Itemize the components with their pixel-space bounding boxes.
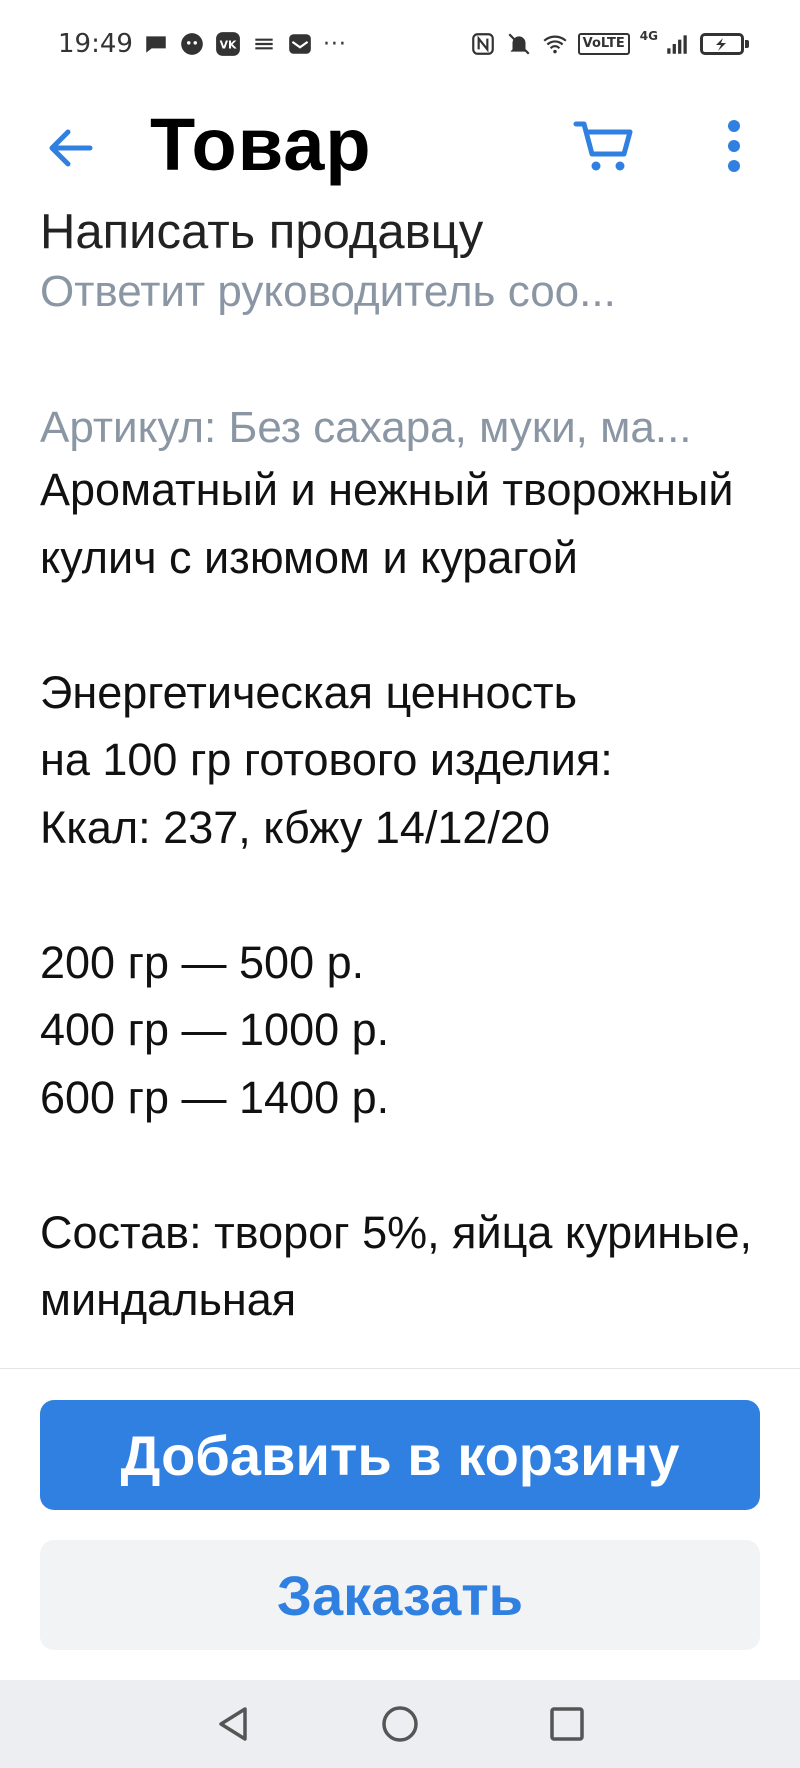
nav-recents-icon (547, 1704, 587, 1744)
app-bar (0, 88, 800, 208)
cart-button[interactable] (568, 110, 640, 182)
status-bar-left (58, 29, 347, 59)
messenger-icon (179, 31, 205, 57)
nav-recents-button[interactable] (539, 1696, 595, 1752)
product-article: Артикул: Без сахара, муки, ма... (40, 403, 692, 452)
nav-home-icon (380, 1704, 420, 1744)
mute-bell-icon (506, 31, 532, 57)
chat-bubble-icon (143, 31, 169, 57)
menu-lines-icon (251, 31, 277, 57)
nfc-icon (470, 31, 496, 57)
cart-icon (572, 118, 636, 174)
product-content[interactable] (40, 200, 760, 1368)
vk-icon (215, 31, 241, 57)
nav-back-icon (213, 1704, 253, 1744)
divider (0, 1368, 800, 1369)
contact-seller[interactable] (40, 200, 760, 320)
battery-charging-icon (700, 33, 744, 55)
status-bar-right (470, 31, 744, 57)
add-to-cart-button[interactable]: Добавить в корзину (40, 1400, 760, 1510)
volte-icon: VoLTE (578, 33, 630, 55)
product-description: Ароматный и нежный творожный кулич с изюмом и курагой Энергетическая ценность на 100 гр готового изделия: Ккал: 237, кбжу 14/12/20 200 гр — 500 р. 400 гр — 1000 р. 600 гр — 1400 р. Состав: творог 5%, яйца куриные, миндальная (40, 464, 753, 1325)
system-nav-bar (0, 1680, 800, 1768)
more-button[interactable] (712, 110, 756, 182)
svg-text:VK: VK (219, 38, 237, 52)
signal-icon (664, 31, 690, 57)
status-bar (0, 0, 800, 88)
back-button[interactable] (40, 118, 100, 178)
order-button[interactable]: Заказать (40, 1540, 760, 1650)
back-arrow-icon (46, 128, 94, 168)
more-vertical-icon (726, 118, 742, 174)
page-title: Товар (150, 103, 372, 186)
nav-home-button[interactable] (372, 1696, 428, 1752)
wifi-icon (542, 31, 568, 57)
mail-icon (287, 31, 313, 57)
contact-seller-subtitle: Ответит руководитель соо... (40, 267, 616, 316)
network-type: 4G (639, 29, 658, 43)
more-notifications: ··· (322, 31, 347, 57)
nav-back-button[interactable] (205, 1696, 261, 1752)
contact-seller-title: Написать продавцу (40, 205, 484, 259)
status-time: 19:49 (58, 29, 133, 59)
